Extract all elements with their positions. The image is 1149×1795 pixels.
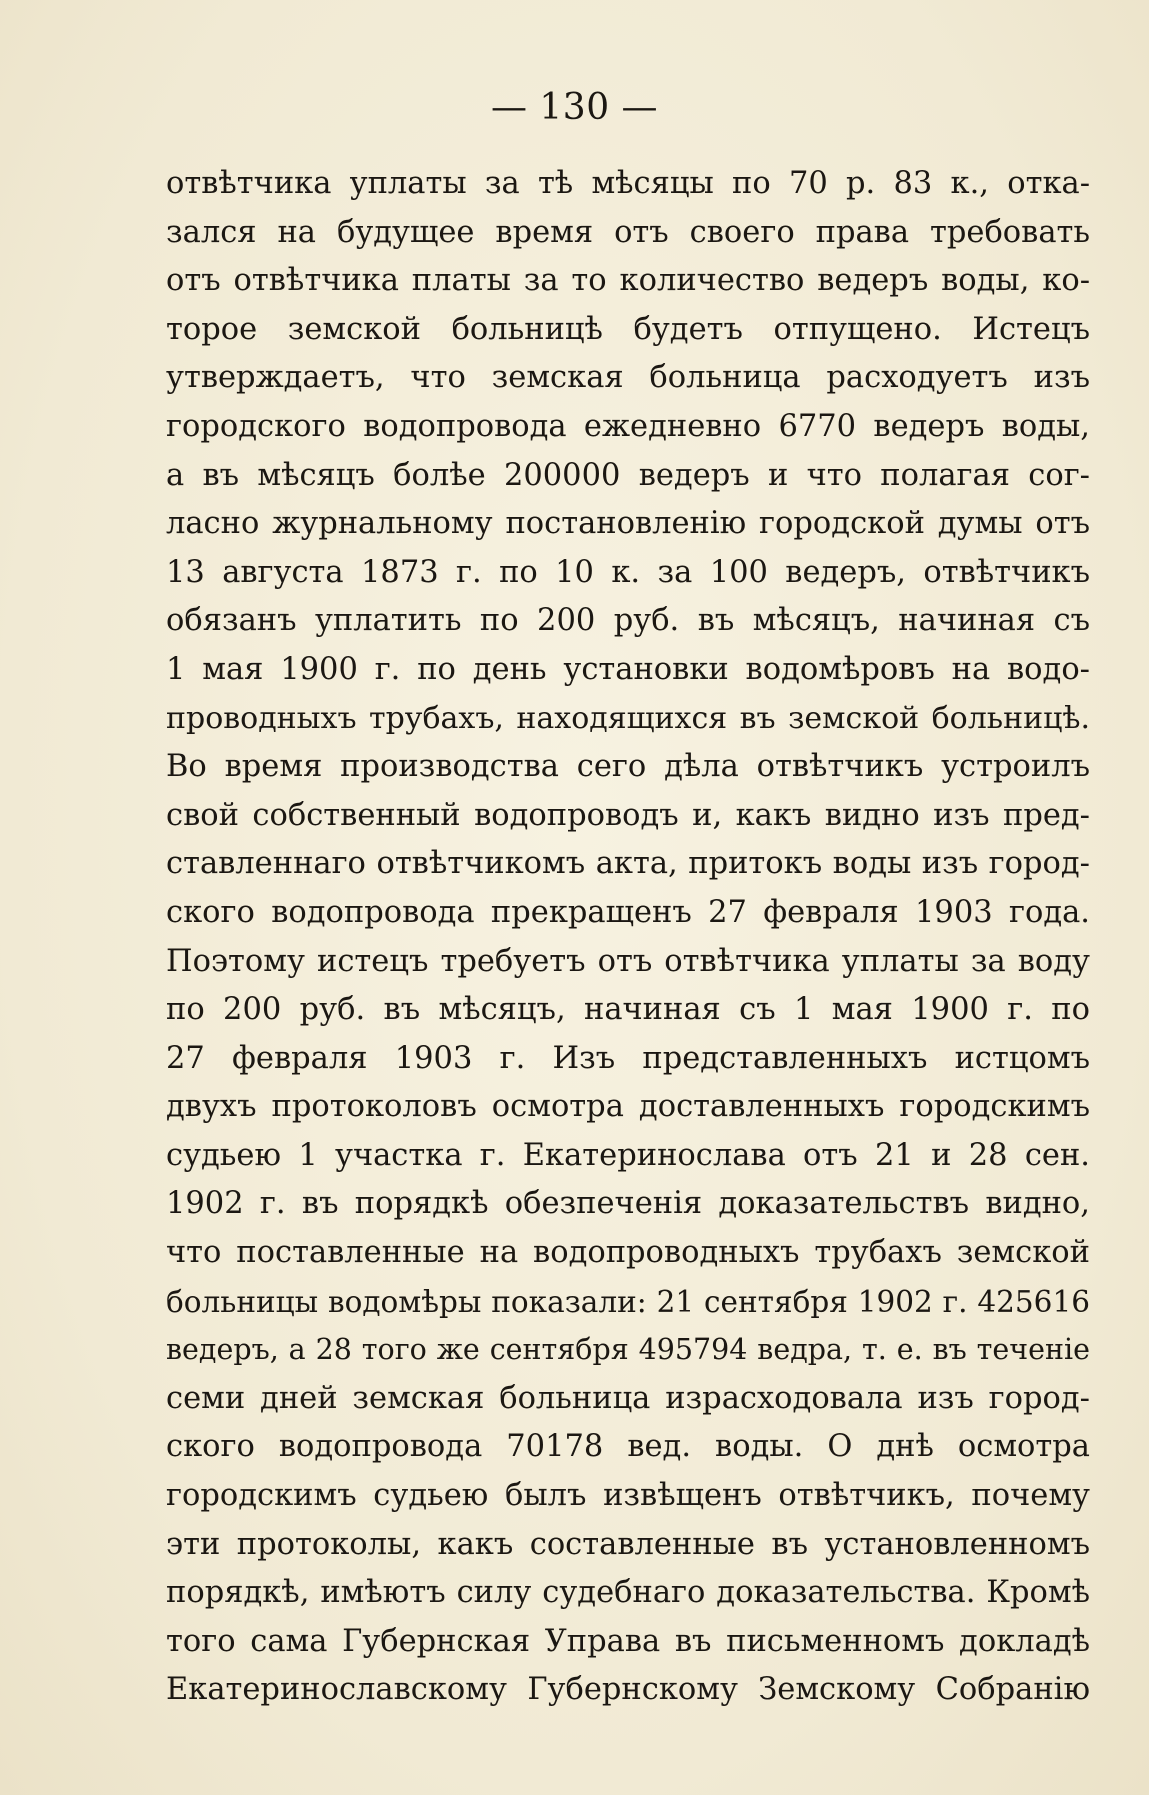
text-line: 27 февраля 1903 г. Изъ представленныхъ истцомъ — [166, 1040, 1090, 1076]
text-line: семи дней земская больница израсходовала изъ город- — [166, 1380, 1090, 1416]
text-line: проводныхъ трубахъ, находящихся въ земской больницѣ. — [166, 700, 1090, 736]
text-line: 1 мая 1900 г. по день установки водомѣровъ на водо- — [166, 651, 1090, 687]
text-line: Во время производства сего дѣла отвѣтчикъ устроилъ — [166, 749, 1090, 785]
text-line: Поэтому истецъ требуетъ отъ отвѣтчика уплаты за воду — [166, 943, 1090, 979]
text-line: отвѣтчика уплаты за тѣ мѣсяцы по 70 р. 83 к., отка- — [166, 166, 1090, 201]
text-line: ласно журнальному постановленію городской думы отъ — [166, 506, 1090, 542]
text-line: ского водопровода 70178 вед. воды. О днѣ осмотра — [166, 1429, 1090, 1465]
text-line: городскимъ судьею былъ извѣщенъ отвѣтчикъ, почему — [166, 1478, 1090, 1514]
text-line: отъ отвѣтчика платы за то количество ведеръ воды, ко- — [166, 263, 1090, 299]
text-line: городского водопровода ежедневно 6770 ведеръ воды, — [166, 408, 1090, 444]
text-line: 13 августа 1873 г. по 10 к. за 100 ведеръ, отвѣтчикъ — [166, 554, 1090, 590]
text-line: что поставленные на водопроводныхъ трубахъ земской — [166, 1235, 1090, 1271]
text-line: а въ мѣсяцъ болѣе 200000 ведеръ и что полагая сог- — [166, 457, 1090, 493]
text-line: утверждаетъ, что земская больница расходуетъ изъ — [166, 360, 1090, 396]
text-line: торое земской больницѣ будетъ отпущено. Истецъ — [166, 311, 1090, 347]
text-line: двухъ протоколовъ осмотра доставленныхъ городскимъ — [166, 1089, 1090, 1125]
text-line: ведеръ, а 28 того же сентября 495794 ведра, т. е. въ теченіе — [166, 1333, 1090, 1367]
text-line: свой собственный водопроводъ и, какъ видно изъ пред- — [166, 797, 1090, 833]
text-line: зался на будущее время отъ своего права требовать — [166, 214, 1090, 250]
text-line: по 200 руб. въ мѣсяцъ, начиная съ 1 мая 1900 г. по — [166, 992, 1090, 1028]
page-number: — 130 — — [490, 87, 659, 128]
body-text — [166, 160, 1090, 1715]
text-line: порядкѣ, имѣютъ силу судебнаго доказательства. Кромѣ — [166, 1575, 1090, 1611]
text-line: эти протоколы, какъ составленные въ установленномъ — [166, 1526, 1090, 1562]
text-line: судьею 1 участка г. Екатеринослава отъ 21 и 28 сен. — [166, 1137, 1090, 1173]
text-line: ставленнаго отвѣтчикомъ акта, притокъ воды изъ город- — [166, 846, 1090, 882]
text-line: обязанъ уплатить по 200 руб. въ мѣсяцъ, начиная съ — [166, 603, 1090, 639]
text-line: ского водопровода прекращенъ 27 февраля 1903 года. — [166, 894, 1090, 930]
text-line: того сама Губернская Управа въ письменномъ докладѣ — [166, 1623, 1090, 1659]
text-line: 1902 г. въ порядкѣ обезпеченія доказательствъ видно, — [166, 1186, 1090, 1222]
text-line: больницы водомѣры показали: 21 сентября 1902 г. 425616 — [166, 1284, 1090, 1319]
text-line: Екатеринославскому Губернскому Земскому Собранію — [166, 1672, 1090, 1708]
